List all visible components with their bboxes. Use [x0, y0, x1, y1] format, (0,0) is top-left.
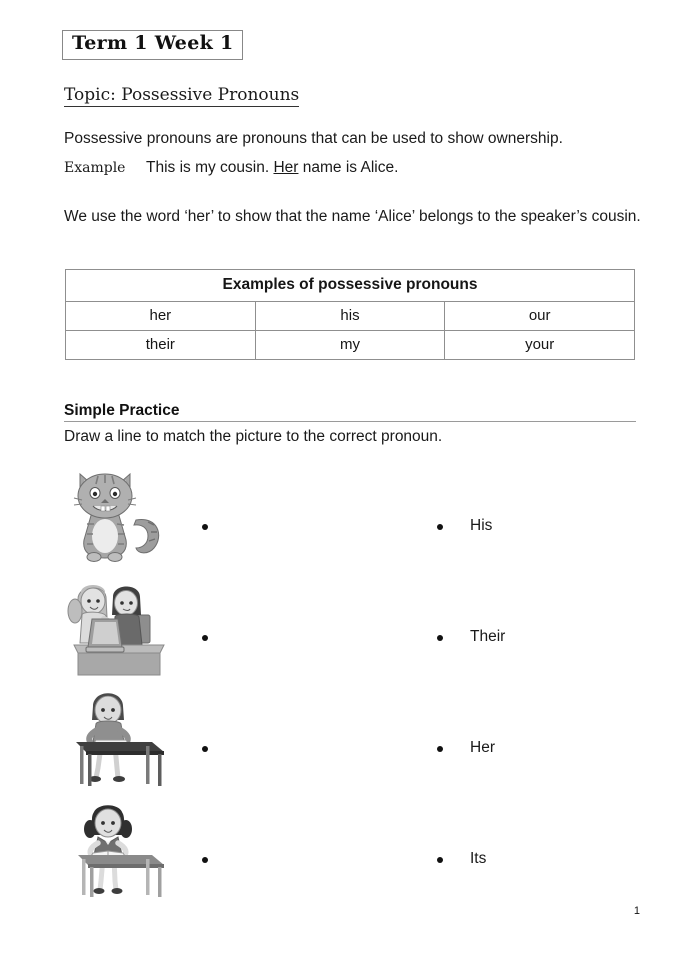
match-row	[0, 684, 700, 795]
intro-paragraph: Possessive pronouns are pronouns that can be used to show ownership.	[64, 130, 563, 147]
practice-instruction: Draw a line to match the picture to the correct pronoun.	[64, 428, 443, 445]
match-dot-right[interactable]	[437, 635, 443, 641]
match-row	[0, 573, 700, 684]
match-row	[0, 462, 700, 573]
table-cell: their	[66, 331, 256, 360]
practice-section-header	[64, 402, 636, 420]
practice-divider	[64, 421, 636, 422]
table-cell: his	[255, 302, 445, 331]
girl-desk-icon	[60, 795, 180, 903]
match-dot-left[interactable]	[202, 857, 208, 863]
cat-icon	[60, 462, 180, 570]
example-text-after: name is Alice.	[298, 159, 399, 176]
table-row	[66, 331, 635, 360]
explanation-paragraph: We use the word ‘her’ to show that the name ‘Alice’ belongs to the speaker’s cousin.	[64, 208, 641, 225]
example-text-before: This is my cousin.	[146, 159, 274, 176]
boy-desk-icon	[60, 684, 180, 792]
matching-exercise	[0, 462, 700, 912]
example-underlined-word: Her	[273, 159, 299, 176]
children-desk-laptop-icon	[60, 573, 180, 681]
match-dot-right[interactable]	[437, 746, 443, 752]
two-children-at-desk-with-laptop-illustration	[60, 573, 180, 681]
practice-title: Simple Practice	[64, 402, 180, 419]
table-cell: your	[445, 331, 635, 360]
match-dot-right[interactable]	[437, 524, 443, 530]
topic-heading: Topic: Possessive Pronouns	[64, 85, 299, 107]
girl-at-desk-illustration	[60, 795, 180, 903]
match-option-label: His	[470, 517, 493, 534]
match-option-label: Its	[470, 850, 487, 867]
term-week-title: Term 1 Week 1	[62, 30, 243, 60]
match-row	[0, 795, 700, 906]
match-option-label: Her	[470, 739, 495, 756]
page-number: 1	[633, 905, 640, 917]
match-option-label: Their	[470, 628, 506, 645]
match-dot-left[interactable]	[202, 524, 208, 530]
table-header-cell: Examples of possessive pronouns	[66, 270, 635, 302]
pronouns-table	[65, 269, 635, 360]
match-dot-right[interactable]	[437, 857, 443, 863]
example-row	[64, 159, 644, 177]
table-row	[66, 302, 635, 331]
table-cell: her	[66, 302, 256, 331]
boy-at-desk-illustration	[60, 684, 180, 792]
cat-illustration	[60, 462, 180, 570]
match-dot-left[interactable]	[202, 746, 208, 752]
table-cell: our	[445, 302, 635, 331]
example-sentence	[146, 159, 398, 177]
table-header-row	[66, 270, 635, 302]
example-label: Example	[64, 160, 126, 176]
pronouns-table-wrapper	[65, 269, 635, 360]
match-dot-left[interactable]	[202, 635, 208, 641]
table-cell: my	[255, 331, 445, 360]
